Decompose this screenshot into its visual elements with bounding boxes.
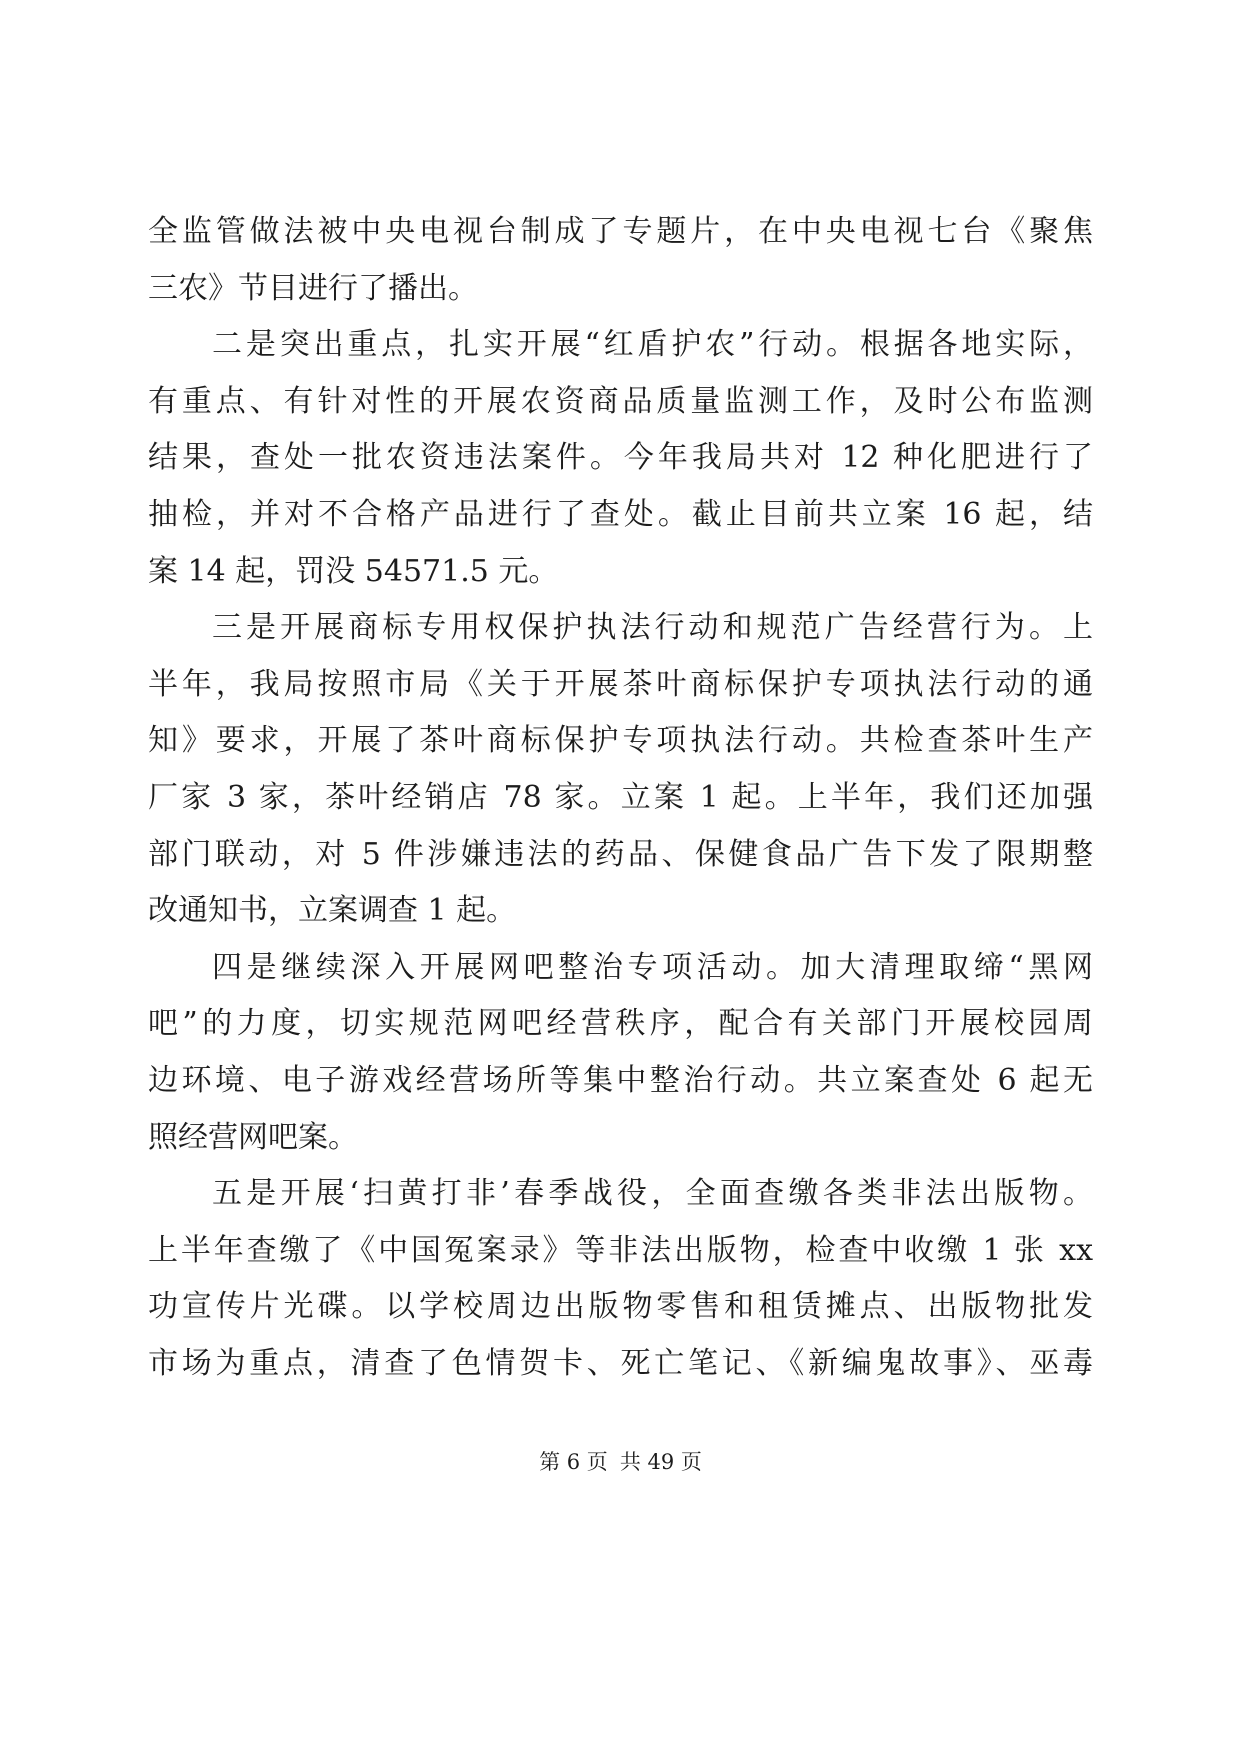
paragraph-line: 抽检，并对不合格产品进行了查处。截止目前共立案 16 起，结 bbox=[148, 496, 1093, 532]
page-total-label: 共 49 页 bbox=[619, 1450, 702, 1474]
paragraph-two bbox=[148, 317, 1093, 600]
paragraph-line: 有重点、有针对性的开展农资商品质量监测工作，及时公布监测 bbox=[148, 383, 1093, 419]
paragraph-five bbox=[148, 1166, 1093, 1392]
paragraph-line: 五是开展‘扫黄打非’春季战役，全面查缴各类非法出版物。 bbox=[212, 1176, 1093, 1212]
paragraph-line: 部门联动，对 5 件涉嫌违法的药品、保健食品广告下发了限期整 bbox=[148, 836, 1093, 872]
paragraph-line: 结果，查处一批农资违法案件。今年我局共对 12 种化肥进行了 bbox=[148, 440, 1093, 476]
paragraph-line: 改通知书，立案调查 1 起。 bbox=[148, 893, 517, 929]
paragraph-line: 全监管做法被中央电视台制成了专题片，在中央电视七台《聚焦 bbox=[148, 214, 1093, 249]
page-footer bbox=[0, 1446, 1241, 1478]
paragraph-line: 案 14 起，罚没 54571.5 元。 bbox=[148, 553, 559, 589]
paragraph-line: 二是突出重点，扎实开展“红盾护农”行动。根据各地实际， bbox=[212, 327, 1093, 363]
paragraph-line: 三农》节目进行了播出。 bbox=[148, 270, 478, 306]
paragraph-line: 边环境、电子游戏经营场所等集中整治行动。共立案查处 6 起无 bbox=[148, 1062, 1093, 1098]
paragraph-three bbox=[148, 600, 1093, 940]
paragraph-line: 市场为重点，清查了色情贺卡、死亡笔记、《新编鬼故事》、巫毒 bbox=[148, 1345, 1093, 1381]
document-body bbox=[148, 204, 1093, 1392]
paragraph-line: 功宣传片光碟。以学校周边出版物零售和租赁摊点、出版物批发 bbox=[148, 1289, 1093, 1325]
paragraph-line: 照经营网吧案。 bbox=[148, 1119, 358, 1155]
paragraph-four bbox=[148, 940, 1093, 1166]
paragraph-line: 三是开展商标专用权保护执法行动和规范广告经营行为。上 bbox=[212, 610, 1093, 646]
page-current-label: 第 6 页 bbox=[539, 1450, 608, 1474]
paragraph-line: 半年，我局按照市局《关于开展茶叶商标保护专项执法行动的通 bbox=[148, 666, 1093, 702]
paragraph-line: 四是继续深入开展网吧整治专项活动。加大清理取缔“黑网 bbox=[212, 949, 1093, 985]
paragraph-line: 知》要求，开展了茶叶商标保护专项执法行动。共检查茶叶生产 bbox=[148, 723, 1093, 759]
paragraph-line: 上半年查缴了《中国冤案录》等非法出版物，检查中收缴 1 张 xx bbox=[148, 1232, 1093, 1268]
paragraph-line: 厂家 3 家，茶叶经销店 78 家。立案 1 起。上半年，我们还加强 bbox=[148, 779, 1093, 815]
paragraph-line: 吧”的力度，切实规范网吧经营秩序，配合有关部门开展校园周 bbox=[148, 1006, 1093, 1042]
paragraph-continued bbox=[148, 204, 1093, 317]
